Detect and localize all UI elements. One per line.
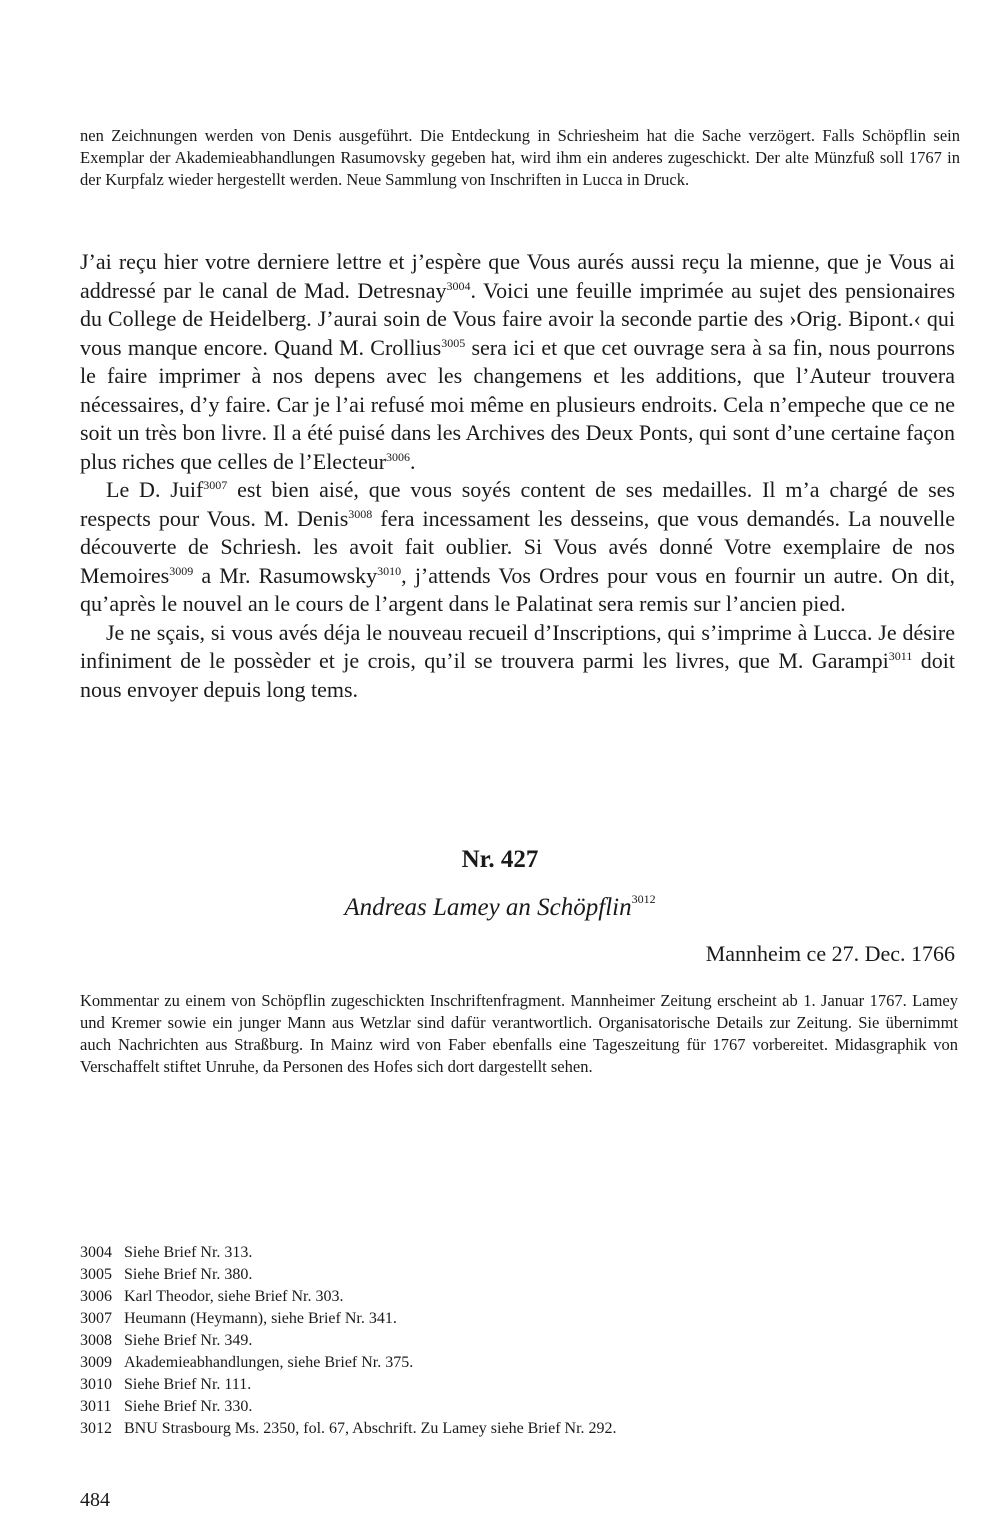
- footnote-text: Siehe Brief Nr. 380.: [124, 1266, 253, 1283]
- text-run: . Voici une feuille imprimée au sujet des pensionaires du College de Heidelberg. J’aurai soin de Vous faire avoir la seconde partie des ›Orig. Bipont.‹ qui vous manque encore. Quand M. Crollius: [80, 277, 956, 360]
- text-run: J’ai reçu hier votre derniere lettre et j’espère que Vous aurés aussi reçu la mienne, que je Vous ai addressé par le canal de Mad. Detresnay: [80, 249, 955, 303]
- footnotes-list: [80, 1242, 940, 1440]
- text-run: est bien aisé, que vous soyés content de ses medailles. Il m’a chargé de ses respects pour Vous. M. Denis: [80, 477, 955, 531]
- footnote: [80, 1242, 940, 1264]
- footnote-text: Akademieabhandlungen, siehe Brief Nr. 375.: [124, 1354, 414, 1371]
- footnote: [80, 1308, 940, 1330]
- footnote-number: 3004: [80, 1244, 112, 1261]
- footnote-text: Karl Theodor, siehe Brief Nr. 303.: [124, 1288, 344, 1305]
- footnote-ref[interactable]: 3006: [386, 449, 411, 464]
- footnote-number: 3010: [80, 1376, 112, 1393]
- footnote-number: 3007: [80, 1310, 112, 1327]
- footnote: [80, 1330, 940, 1352]
- footnote: [80, 1374, 940, 1396]
- footnote-text: Siehe Brief Nr. 330.: [124, 1398, 253, 1415]
- page-number: 484: [80, 1489, 110, 1511]
- footnote-number: 3011: [80, 1398, 112, 1415]
- text-run: Je ne sçais, si vous avés déja le nouveau recueil d’Inscriptions, qui s’imprime à Lucca. Je désire infiniment de le possèder et je crois, qu’il se trouvera parmi les livres, que M. Garampi: [80, 619, 955, 673]
- letter-summary: Kommentar zu einem von Schöpflin zugeschickten Inschriftenfragment. Mannheimer Zeitung erscheint ab 1. Januar 1767. Lamey und Kremer sowie ein junger Mann aus Wetzlar sind dafür verantwortlich. Organisatorische Details zur Zeitung. Sie übernimmt auch Nachrichten aus Straßburg. In Mainz wird von Faber ebenfalls eine Tageszeitung für 1767 vorbereitet. Midasgraphik von Verschaffelt stiftet Unruhe, da Personen des Hofes sich dort dargestellt sehen.: [80, 991, 958, 1076]
- previous-letter-summary: nen Zeichnungen werden von Denis ausgeführt. Die Entdeckung in Schriesheim hat die Sache verzögert. Falls Schöpflin sein Exemplar der Akademieabhandlungen Rasumovsky gegeben hat, wird ihm ein anderes zugeschickt. Der alte Münzfuß soll 1767 in der Kurpfalz wieder hergestellt werden. Neue Sammlung von Inschriften in Lucca in Druck.: [80, 126, 960, 189]
- footnote-number: 3005: [80, 1266, 112, 1283]
- letter-paragraph-2: [80, 476, 955, 619]
- footnote-number: 3008: [80, 1332, 112, 1349]
- footnote-text: Siehe Brief Nr. 111.: [124, 1376, 252, 1393]
- footnote-ref[interactable]: 3011: [888, 649, 913, 663]
- text-run: Le D. Juif: [106, 477, 204, 502]
- footnote-ref[interactable]: 3005: [441, 335, 466, 350]
- footnote: [80, 1396, 940, 1418]
- footnote-ref[interactable]: 3004: [446, 278, 471, 293]
- letter-title-text: Andreas Lamey an Schöpflin: [344, 894, 632, 921]
- footnote-ref[interactable]: 3008: [348, 506, 373, 521]
- footnote: [80, 1264, 940, 1286]
- footnote-number: 3012: [80, 1420, 112, 1437]
- letter-paragraph-3: [80, 619, 955, 705]
- text-run: , j’attends Vos Ordres pour vous en fournir un autre. On dit, qu’après le nouvel an le cours de l’argent dans le Palatinat sera remis sur l’ancien pied.: [80, 562, 956, 616]
- footnote-text: Siehe Brief Nr. 349.: [124, 1332, 253, 1349]
- text-run: sera ici et que cet ouvrage sera à sa fin, nous pourrons le faire imprimer à nos depens avec les changemens et les additions, que l’Auteur trouvera nécessaires, d’y faire. Car je l’ai refusé moi même en plusieurs endroits. Cela n’empeche que ce ne soit un très bon livre. Il a été puisé dans les Archives des Deux Ponts, qui sont d’une certaine façon plus riches que celles de l’Electeur: [80, 334, 955, 474]
- letter-paragraph-1: [80, 248, 955, 476]
- footnote: [80, 1286, 940, 1308]
- footnote-text: BNU Strasbourg Ms. 2350, fol. 67, Abschrift. Zu Lamey siehe Brief Nr. 292.: [124, 1420, 617, 1437]
- letter-number-heading: Nr. 427: [461, 846, 539, 873]
- footnote-number: 3006: [80, 1288, 112, 1305]
- previous-letter-body: [80, 248, 955, 704]
- footnote-ref[interactable]: 3010: [377, 563, 402, 578]
- letter-place-date: Mannheim ce 27. Dec. 1766: [705, 941, 955, 966]
- text-run: .: [410, 448, 416, 474]
- text-run: a Mr. Rasumowsky: [193, 562, 378, 588]
- footnote-ref[interactable]: 3007: [203, 478, 228, 492]
- footnote-ref[interactable]: 3012: [631, 892, 656, 906]
- text-run: doit nous envoyer depuis long tems.: [80, 648, 955, 702]
- footnote-text: Heumann (Heymann), siehe Brief Nr. 341.: [124, 1310, 397, 1327]
- footnote: [80, 1352, 940, 1374]
- footnote: [80, 1418, 940, 1440]
- footnote-ref[interactable]: 3009: [169, 563, 194, 578]
- letter-title: [0, 892, 1000, 924]
- footnote-text: Siehe Brief Nr. 313.: [124, 1244, 253, 1261]
- text-run: fera incessament les desseins, que vous demandés. La nouvelle découverte de Schriesh. les avoit fait oublier. Si Vous avés donné Votre exemplaire de nos Memoires: [80, 505, 955, 588]
- footnote-number: 3009: [80, 1354, 112, 1371]
